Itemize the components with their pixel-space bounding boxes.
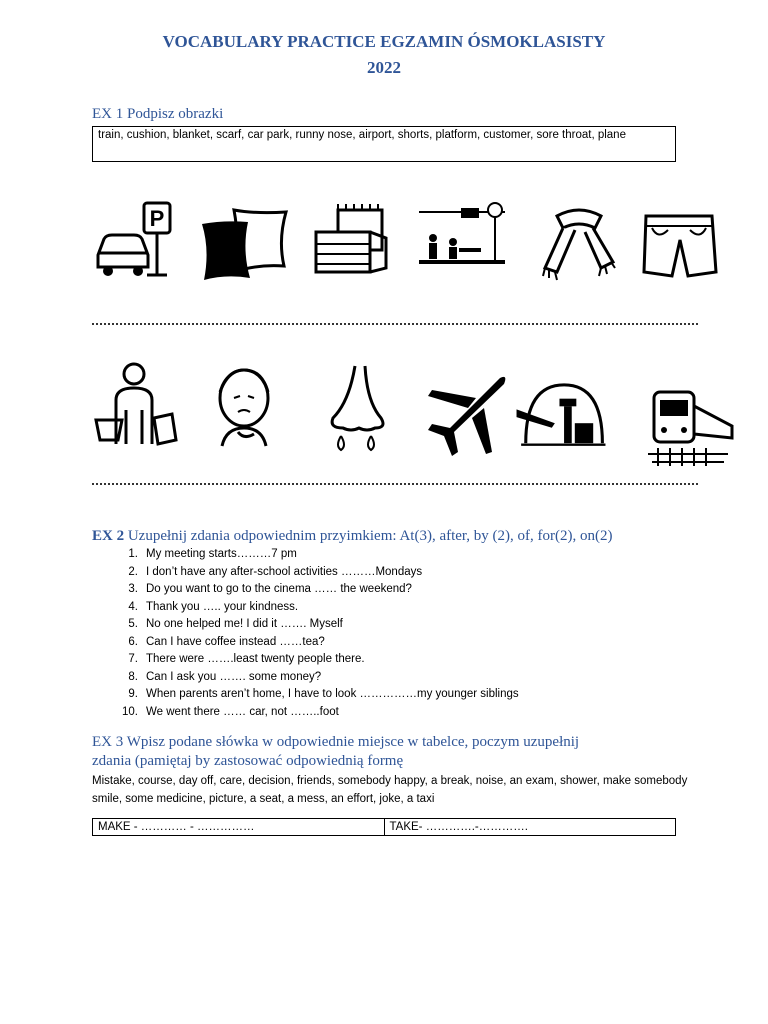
plane-icon xyxy=(420,368,512,460)
shorts-icon xyxy=(634,200,726,292)
ex2-sentence-list xyxy=(92,546,519,721)
ex2-instruction: Uzupełnij zdania odpowiednim przyimkiem: At(3), after, by (2), of, for(2), on(2) xyxy=(127,528,613,544)
ex3-instruction: Wpisz podane słówka w odpowiednie miejsce w tabelce, poczym uzupełnij xyxy=(126,734,580,750)
svg-text:P: P xyxy=(149,206,165,231)
ex1-heading xyxy=(92,106,223,123)
ex2-label: EX 2 xyxy=(92,528,125,544)
list-item: 5. No one helped me! I did it ……. Myself xyxy=(128,618,343,630)
list-item: 4. Thank you ….. your kindness. xyxy=(128,600,299,613)
ex3-word-list-line2: smile, some medicine, picture, a seat, a mess, an effort, joke, a taxi xyxy=(92,793,435,805)
list-item: 9. When parents aren’t home, I have to look ……………my younger siblings xyxy=(128,688,519,700)
list-item: 1. My meeting starts………7 pm xyxy=(128,548,297,560)
make-column: MAKE - ………… - …………… xyxy=(93,819,385,836)
car-park-icon xyxy=(92,195,184,287)
ex2-heading xyxy=(92,528,613,545)
take-column: TAKE- ………….-…………. xyxy=(384,819,676,836)
ex3-word-list-line1: Mistake, course, day off, care, decision, friends, somebody happy, a break, noise, an exam, shower, make somebody xyxy=(92,775,688,787)
list-item: 3. Do you want to go to the cinema …… the weekend? xyxy=(128,583,412,595)
list-item: 2. I don’t have any after-school activities ………Mondays xyxy=(128,565,423,578)
runny-nose-icon xyxy=(315,362,407,454)
ex3-instruction-line2: zdania (pamiętaj by zastosować odpowiednią formę xyxy=(92,753,404,769)
scarf-icon xyxy=(535,198,627,290)
sore-throat-icon xyxy=(198,362,290,454)
airport-icon xyxy=(515,368,607,460)
train-icon xyxy=(644,378,736,470)
page-title: VOCABULARY PRACTICE EGZAMIN ÓSMOKLASISTY xyxy=(162,32,606,51)
make-take-table xyxy=(92,818,676,836)
list-item: 7. There were …….least twenty people there. xyxy=(128,653,365,665)
ex1-label: EX 1 xyxy=(92,106,124,122)
ex3-label: EX 3 xyxy=(92,734,124,750)
platform-icon xyxy=(415,190,507,282)
cushion-icon xyxy=(196,200,288,292)
ex3-heading xyxy=(92,734,579,751)
ex1-word-bank: train, cushion, blanket, scarf, car park, runny nose, airport, shorts, platform, customer, sore throat, plane xyxy=(92,126,676,162)
ex1-answer-line-1 xyxy=(92,323,698,327)
ex1-answer-line-2 xyxy=(92,483,698,487)
customer-icon xyxy=(92,360,184,452)
list-item: 8. Can I ask you ……. some money? xyxy=(128,670,322,683)
blanket-icon xyxy=(308,198,400,290)
list-item: 10. We went there …… car, not ……..foot xyxy=(122,705,339,718)
ex1-instruction: Podpisz obrazki xyxy=(127,106,224,122)
list-item: 6. Can I have coffee instead ……tea? xyxy=(128,635,325,648)
page-title-year: 2022 xyxy=(367,58,401,77)
